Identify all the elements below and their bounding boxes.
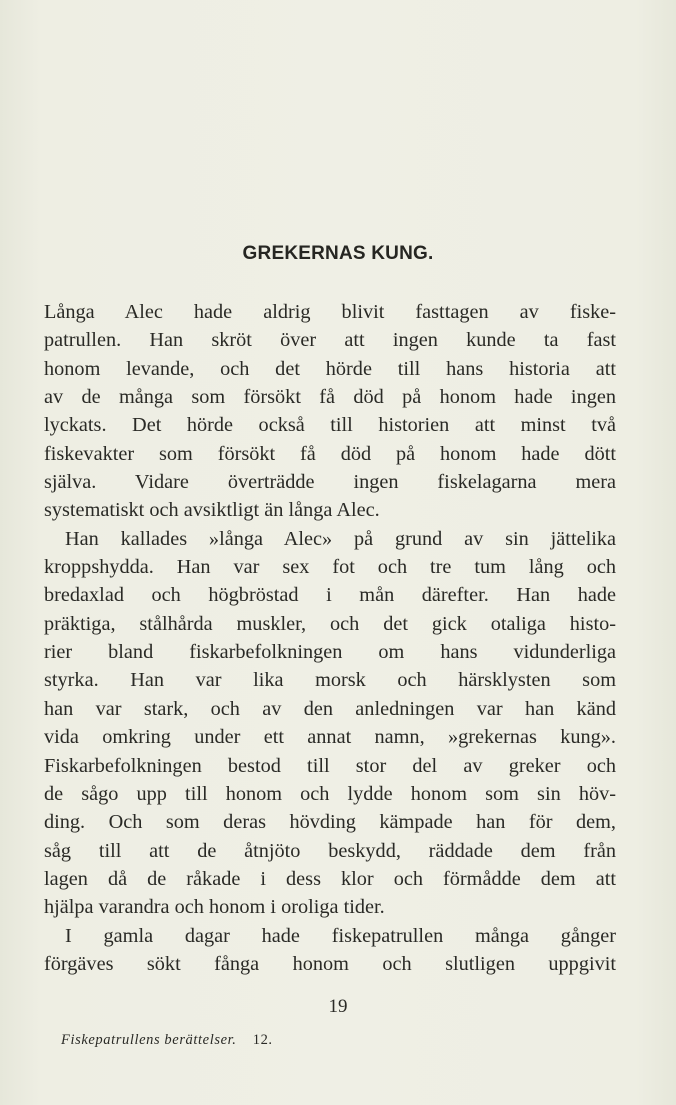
text-line: Fiskarbefolkningen bestod till stor del av greker och (44, 754, 616, 777)
text-line: rier bland fiskarbefolkningen om hans vidunderliga (44, 641, 616, 664)
body-text (44, 298, 616, 978)
text-line: hjälpa varandra och honom i oroliga tider. (44, 896, 385, 919)
printer-signature (61, 1032, 273, 1049)
text-line: patrullen. Han skröt över att ingen kunde ta fast (44, 329, 616, 352)
text-line: fiskevakter som försökt få död på honom hade dött (44, 442, 616, 465)
page-number: 19 (328, 996, 348, 1017)
text-line: lyckats. Det hörde också till historien att minst två (44, 414, 616, 437)
text-line: av de många som försökt få död på honom hade ingen (44, 386, 616, 409)
text-line: han var stark, och av den anledningen var han känd (44, 697, 616, 720)
text-line: kroppshydda. Han var sex fot och tre tum lång och (44, 556, 616, 579)
text-line: systematiskt och avsiktligt än långa Alec. (44, 499, 380, 522)
text-line: förgäves sökt fånga honom och slutligen uppgivit (44, 952, 616, 975)
text-line: ding. Och som deras hövding kämpade han för dem, (44, 811, 616, 834)
text-line: lagen då de råkade i dess klor och förmådde dem att (44, 867, 616, 890)
chapter-title: GREKERNAS KUNG. (242, 243, 434, 264)
text-line: bredaxlad och högbröstad i mån därefter. Han hade (44, 584, 616, 607)
text-line: själva. Vidare överträdde ingen fiskelagarna mera (44, 471, 616, 494)
text-line: I gamla dagar hade fiskepatrullen många gånger (65, 924, 616, 947)
signature-title: Fiskepatrullens berättelser. (61, 1032, 237, 1048)
text-line: Han kallades »långa Alec» på grund av sin jättelika (65, 527, 616, 550)
text-line: honom levande, och det hörde till hans historia att (44, 357, 616, 380)
text-line: vida omkring under ett annat namn, »grekernas kung». (44, 726, 616, 749)
text-line: de sågo upp till honom och lydde honom som sin höv- (44, 782, 616, 805)
text-line: såg till att de åtnjöto beskydd, räddade dem från (44, 839, 616, 862)
text-line: styrka. Han var lika morsk och härsklysten som (44, 669, 616, 692)
signature-number: 12. (252, 1032, 273, 1048)
text-line: Långa Alec hade aldrig blivit fasttagen av fiske- (44, 301, 616, 323)
text-line: präktiga, stålhårda muskler, och det gick otaliga histo- (44, 612, 616, 635)
